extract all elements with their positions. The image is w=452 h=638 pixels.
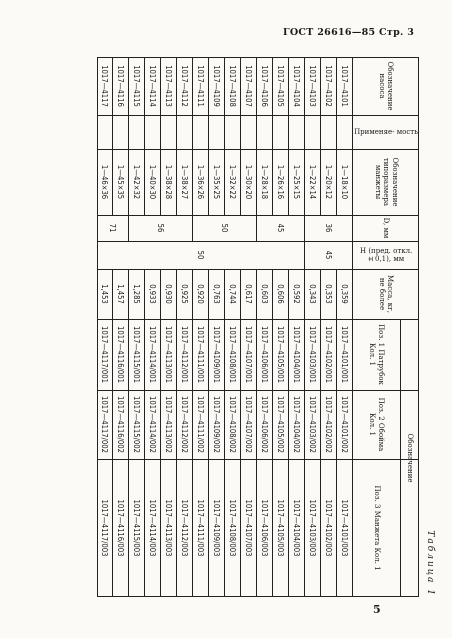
col-header-oboznachenie: Обозначение [406,433,415,483]
cell-mass: 0,925 [180,284,189,304]
cell-pos2: 1017—4103/002 [308,396,317,453]
cell-pos3: 1017—4102/003 [324,499,333,557]
cell-height: 50 [196,250,205,260]
cell-mass: 0,744 [228,284,237,304]
cell-pos1: 1017—4112/001 [180,326,189,383]
cell-pos1: 1017—4103/001 [308,326,317,383]
cell-pos3: 1017—4101/003 [340,499,349,557]
cell-pump-designation: 1017—4101 [340,65,349,107]
cell-seal-size: 1—46×36 [100,164,109,200]
cell-pump-designation: 1017—4105 [276,65,285,107]
cell-mass: 0,603 [260,284,269,304]
cell-mass: 0,592 [292,284,301,304]
cell-seal-size: 1—35×25 [212,164,221,200]
cell-seal-size: 1—42×32 [132,164,141,200]
cell-mass: 0,343 [308,284,317,304]
rotated-table-block [97,57,435,597]
cell-pos1: 1017—4107/001 [244,326,253,383]
cell-diameter: 50 [220,223,229,233]
cell-pos3: 1017—4113/003 [164,499,173,557]
cell-seal-size: 1—45×35 [116,164,125,200]
table-caption: Таблица 1 [425,530,435,597]
cell-pump-designation: 1017—4104 [292,65,301,107]
cell-pos1: 1017—4115/001 [132,326,141,383]
cell-mass: 0,920 [196,284,205,304]
cell-pos3: 1017—4104/003 [292,499,301,557]
cell-pos1: 1017—4108/001 [228,326,237,383]
cell-mass: 0,353 [324,284,333,304]
cell-pos1: 1017—4111/001 [196,326,205,383]
cell-pump-designation: 1017—4114 [148,65,157,107]
cell-mass: 0,763 [212,284,221,304]
cell-pos1: 1017—4102/001 [324,326,333,383]
col-header-oboz_nasosa: Обозначение насоса [378,61,395,111]
cell-pump-designation: 1017—4106 [260,65,269,107]
cell-pos3: 1017—4116/003 [116,499,125,557]
cell-pos1: 1017—4113/001 [164,326,173,383]
page-number: 5 [373,603,381,616]
col-header-poz2: Поз. 2 Обойма Кол. 1 [368,397,385,452]
cell-seal-size: 1—22×14 [308,164,317,200]
cell-pos3: 1017—4105/003 [276,499,285,557]
cell-diameter: 36 [324,223,333,233]
cell-pos2: 1017—4107/002 [244,396,253,453]
col-header-height-text: H (пред. откл. ±0,1), мм [359,247,413,263]
data-table [97,57,419,597]
cell-pump-designation: 1017—4115 [132,65,141,107]
cell-pos2: 1017—4101/002 [340,396,349,453]
cell-mass: 0,930 [164,284,173,304]
cell-seal-size: 1—18×10 [340,164,349,200]
page-header: ГОСТ 26616—85 Стр. 3 [283,27,415,38]
cell-pos2: 1017—4117/002 [100,396,109,453]
col-header-height [353,242,419,268]
cell-pos1: 1017—4105/001 [276,326,285,383]
cell-pos2: 1017—4102/002 [324,396,333,453]
col-header-primenyaemost [353,116,419,148]
cell-pos3: 1017—4107/003 [244,499,253,557]
cell-seal-size: 1—25×15 [292,164,301,200]
cell-pos3: 1017—4112/003 [180,499,189,557]
cell-pump-designation: 1017—4102 [324,65,333,107]
cell-seal-size: 1—32×22 [228,164,237,200]
cell-height: 45 [324,250,333,260]
cell-pump-designation: 1017—4107 [244,65,253,107]
cell-pos3: 1017—4111/003 [196,499,205,557]
cell-mass: 1,457 [116,284,125,304]
cell-pos2: 1017—4113/002 [164,396,173,453]
cell-pos3: 1017—4108/003 [228,499,237,557]
cell-pos2: 1017—4106/002 [260,396,269,453]
cell-pos2: 1017—4114/002 [148,396,157,453]
cell-pos1: 1017—4104/001 [292,326,301,383]
cell-pos2: 1017—4109/002 [212,396,221,453]
cell-pump-designation: 1017—4103 [308,65,317,107]
col-header-massa: Масса, кг, не более [378,274,395,314]
cell-seal-size: 1—20×12 [324,164,333,200]
cell-pump-designation: 1017—4113 [164,65,173,107]
cell-pos3: 1017—4106/003 [260,499,269,557]
cell-pos2: 1017—4108/002 [228,396,237,453]
cell-pump-designation: 1017—4109 [212,65,221,107]
column-line [97,596,419,597]
cell-pos3: 1017—4103/003 [308,499,317,557]
col-header-diameter: D, мм [382,217,391,239]
cell-mass: 0,617 [244,284,253,304]
cell-seal-size: 1—28×18 [260,164,269,200]
col-header-oboz_tipo: Обозначение типоразмера манжеты [373,157,399,207]
cell-seal-size: 1—30×20 [244,164,253,200]
cell-diameter: 56 [156,223,165,233]
cell-pos3: 1017—4109/003 [212,499,221,557]
cell-pos2: 1017—4115/002 [132,396,141,453]
cell-mass: 0,359 [340,284,349,304]
cell-pump-designation: 1017—4108 [228,65,237,107]
cell-pump-designation: 1017—4117 [100,65,109,107]
cell-seal-size: 1—40×30 [148,164,157,200]
cell-mass: 0,933 [148,284,157,304]
col-header-poz3: Поз. 3 Манжета Кол. 1 [372,485,381,571]
cell-seal-size: 1—38×28 [164,164,173,200]
col-header-poz1: Поз. 1 Патрубок Кол. 1 [368,324,385,385]
cell-pos2: 1017—4116/002 [116,396,125,453]
cell-pos1: 1017—4109/001 [212,326,221,383]
cell-mass: 0,606 [276,284,285,304]
cell-pos1: 1017—4116/001 [116,326,125,383]
cell-pos1: 1017—4101/001 [340,326,349,383]
cell-pump-designation: 1017—4116 [116,65,125,107]
cell-pos3: 1017—4115/003 [132,499,141,557]
col-header-primenyaemost-text: Применяе- мость [354,128,418,136]
cell-pos3: 1017—4114/003 [148,499,157,557]
cell-seal-size: 1—26×16 [276,164,285,200]
cell-seal-size: 1—38×27 [180,164,189,200]
cell-mass: 1,285 [132,284,141,304]
cell-diameter: 71 [108,223,117,233]
cell-mass: 1,453 [100,284,109,304]
cell-pos2: 1017—4105/002 [276,396,285,453]
cell-pump-designation: 1017—4111 [196,65,205,107]
cell-pos1: 1017—4117/001 [100,326,109,383]
cell-pos1: 1017—4106/001 [260,326,269,383]
cell-pos2: 1017—4104/002 [292,396,301,453]
cell-pump-designation: 1017—4112 [180,65,189,107]
cell-pos2: 1017—4111/002 [196,396,205,453]
cell-pos2: 1017—4112/002 [180,396,189,453]
cell-diameter: 45 [276,223,285,233]
cell-pos3: 1017—4117/003 [100,499,109,557]
cell-seal-size: 1—36×26 [196,164,205,200]
cell-pos1: 1017—4114/001 [148,326,157,383]
